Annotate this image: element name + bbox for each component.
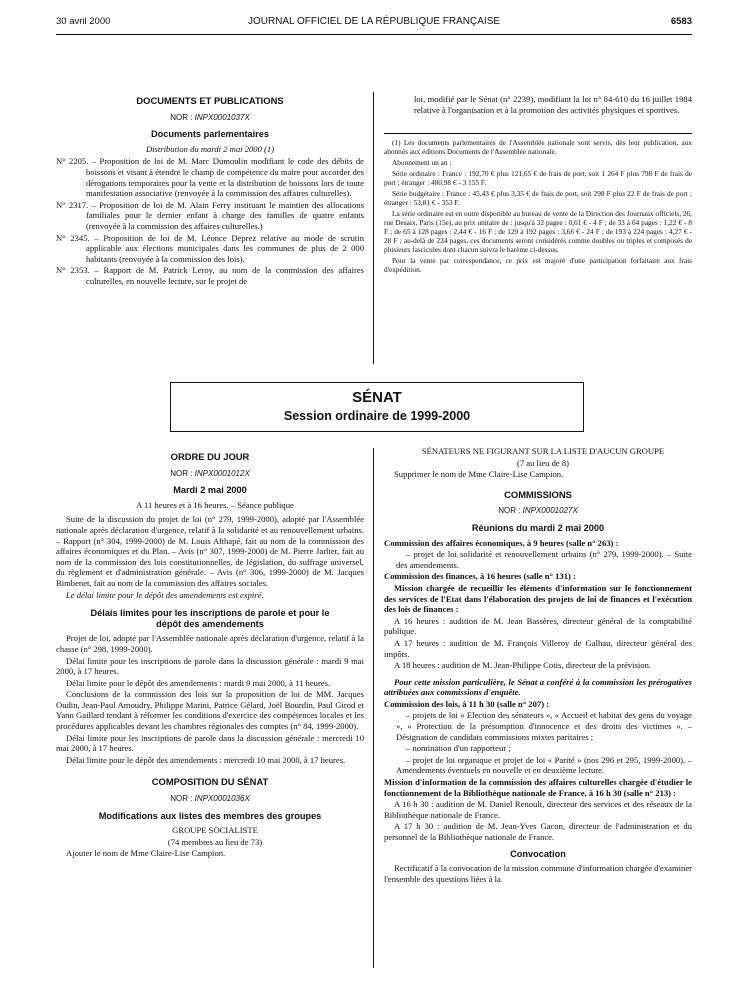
delais-paragraph: Délai limite pour le dépôt des amendements : mardi 9 mai 2000, à 11 heures. <box>66 677 331 688</box>
ordre-column <box>56 452 364 860</box>
column-divider-bottom <box>373 448 374 968</box>
commission-eco-item: – projet de loi solidarité et renouvellement urbains (n° 279, 1999-2000). – Suite des amendements. <box>396 549 692 570</box>
document-item: N° 2353. – Rapport de M. Patrick Leroy, au nom de la commission des affaires culturelles, en nouvelle lecture, sur le projet de <box>56 265 364 286</box>
ordre-date: Mardi 2 mai 2000 <box>173 485 247 496</box>
footnote: Abonnement un an : <box>392 158 452 168</box>
non-inscrits-action: Supprimer le nom de Mme Claire-Lise Campion. <box>394 469 564 480</box>
column-divider-top <box>373 92 374 364</box>
audition: A 17 heures : audition de M. François Villeroy de Galhau, directeur général des impôts. <box>384 637 692 659</box>
footnote: (1) Les documents parlementaires de l'Assemblée nationale sont servis, dès leur publication, aux abonnés aux éditions Documents de l'Assemblée nationale. <box>384 138 692 157</box>
commission-lois-item: – projets de loi « Election des sénateurs », « Accueil et habitat des gens du voyage », « Protection de la présomption d'innocence et des droits des victimes ». – Désignation de candidats commissions mixtes paritaires ; <box>396 710 692 742</box>
document-item: N° 2205. – Proposition de loi de M. Marc Dumoulin modifiant le code des débits de boissons et visant à étendre le champ de compétence du maire pour accorder des dérogations temporaires pour la vente et la distribution de boissons lors de toute manifestation associative (renvoyée à la commission des affaires culturelles). <box>56 156 364 199</box>
commission-lois-item: – nomination d'un rapporteur ; <box>406 743 511 754</box>
commissions-subtitle: Réunions du mardi 2 mai 2000 <box>471 522 605 533</box>
convocation-text: Rectificatif à la convocation de la mission commune d'information chargée d'examiner l'ensemble des questions liées à la <box>384 863 692 884</box>
delais-paragraph: Délai limite pour les inscriptions de parole dans la discussion générale : mercredi 10 mai 2000, à 17 heures. <box>56 732 364 754</box>
document-item: N° 2345. – Proposition de loi de M. Léonce Deprez relative au mode de scrutin applicable aux élections municipales dans les communes de plus de 2 000 habitants (renvoyée à la commission des lois). <box>56 232 364 264</box>
commission-eco: Commission des affaires économiques, à 9 heures (salle n° 263) : <box>384 537 619 548</box>
composition-subtitle: Modifications aux listes des membres des groupes <box>98 810 322 821</box>
ordre-note: Le délai limite pour le dépôt des amendements est expiré. <box>66 589 264 600</box>
non-inscrits-title: SÉNATEURS NE FIGURANT SUR LA LISTE D'AUCUN GROUPE <box>421 446 665 456</box>
non-inscrits-count: (7 au lieu de 8) <box>516 457 570 468</box>
documents-subtitle: Documents parlementaires <box>151 129 269 140</box>
header-date: 30 avril 2000 <box>56 16 111 27</box>
group-members: (74 membres au lieu de 73) <box>167 836 263 847</box>
commission-finances: Commission des finances, à 16 heures (salle n° 131) : <box>384 571 576 582</box>
commissions-column <box>384 446 692 885</box>
delais-paragraph: Délai limite pour le dépôt des amendements : mercredi 10 mai 2000, à 17 heures. <box>66 754 346 765</box>
documents-title: DOCUMENTS ET PUBLICATIONS <box>136 95 284 106</box>
documents-distribution: Distribution du mardi 2 mai 2000 (1) <box>145 143 275 154</box>
delais-title: Délais limites pour les inscriptions de parole et pour le dépôt des amendements <box>90 608 330 629</box>
footnotes <box>384 138 692 274</box>
commission-lois: Commission des lois, à 11 h 30 (salle n° 207) : <box>384 698 550 709</box>
document-continuation: loi, modifié par le Sénat (n° 2239), modifiant la loi n° 84-610 du 16 juillet 1984 relative à l'organisation et à la promotion des activités physiques et sportives. <box>414 94 692 115</box>
group-name: GROUPE SOCIALISTE <box>172 825 258 836</box>
delais-paragraph: Conclusions de la commission des lois sur la proposition de loi de MM. Jacques Oudin, Jean-Paul Amoudry, Philippe Marini, Patrice Gélard, Joël Bourdin, Paul Girod et Yann Gaillard tendant à réformer les conditions d'exercice des compétences locales et les procédures applicables devant les chambres régionales des comptes (n° 84, 1999-2000). <box>56 689 364 732</box>
audition: A 16 h 30 : audition de M. Daniel Renoult, directeur des services et des réseaux de la Bibliothèque nationale de France. <box>384 799 692 820</box>
group-action: Ajouter le nom de Mme Claire-Lise Campion. <box>66 848 226 859</box>
commission-lois-item: – projet de loi organique et projet de loi « Parité » (nos 296 et 295, 1999-2000). – Amendements éventuels en nouvelle et en deuxième lecture. <box>396 754 692 776</box>
footnote: Série ordinaire : France : 192,70 € plus 121,65 € de frais de port, soit 1 264 F plus 798 F de frais de port ; étranger : 480,98 € - 3 155 F. <box>384 169 692 188</box>
delais-paragraph: Projet de loi, adopté par l'Assemblée nationale après déclaration d'urgence, relatif à la chasse (n° 298, 1999-2000). <box>56 633 364 654</box>
commissions-title: COMMISSIONS <box>504 488 572 500</box>
footnote: Série budgétaire : France : 45,43 € plus 3,35 € de frais de port, soit 298 F plus 22 F de frais de port ; étranger : 53,81 € - 353 F. <box>384 189 692 208</box>
composition-title: COMPOSITION DU SÉNAT <box>151 776 269 788</box>
header-title: JOURNAL OFFICIEL DE LA RÉPUBLIQUE FRANÇAISE <box>247 16 501 27</box>
document-item: N° 2317. – Proposition de loi de M. Alain Ferry instituant le maintien des allocations familiales pour le dernier enfant à charge des familles de quatre enfants (renvoyée à la commission des affaires culturelles.) <box>56 199 364 231</box>
page-header <box>56 14 692 30</box>
footnote: La série ordinaire est en outre disponible au bureau de vente de la Direction des Journaux officiels, 26, rue Desaix, Paris (15e), au prix unitaire de : jusqu'à 32 pages : 0,61 € - 4 F ; de 33 à 64 pages : 1,22 € - 8 F ; de 65 à 128 pages : 2,44 € - 16 F ; de 129 à 192 pages : 3,66 € - 24 F ; de 193 à 224 pages : 4,27 € - 28 F ; au-delà de 224 pages, ces documents seront considérés comme doubles ou triples et composés de plusieurs fascicules dont chacun suivra le barème ci-dessus. <box>384 209 692 255</box>
commissions-nor: NOR : INPX0001027X <box>498 506 578 516</box>
ordre-seance: A 11 heures et à 16 heures. – Séance publique <box>136 499 294 510</box>
audition: A 16 heures : audition de M. Jean Bassères, directeur général de la comptabilité publique. <box>384 615 692 637</box>
audition: A 17 h 30 : audition de M. Jean-Yves Gacon, directeur de l'administration et du personnel de la Bibliothèque nationale de France. <box>384 821 692 842</box>
ordre-title: ORDRE DU JOUR <box>170 451 250 462</box>
mission-note: Pour cette mission particulière, le Sénat a conféré à la commission les prérogatives attribuées aux commissions d'enquête. <box>384 676 692 698</box>
mission-bnf: Mission d'information de la commission des affaires culturelles chargée d'étudier le fonctionnement de la Bibliothèque nationale de France, à 16 h 30 (salle n° 213) : <box>384 777 692 798</box>
delais-paragraph: Délai limite pour les inscriptions de parole dans la discussion générale : mardi 9 mai 2000, à 17 heures. <box>56 655 364 677</box>
ordre-nor: NOR : INPX0001012X <box>170 468 250 478</box>
audition: A 18 heures : audition de M. Jean-Philippe Cotis, directeur de la prévision. <box>394 660 652 671</box>
footnote: Pour la vente par correspondance, ce prix est majoré d'une participation forfaitaire aux frais d'expédition. <box>384 256 692 275</box>
senat-session: Session ordinaire de 1999-2000 <box>283 409 471 423</box>
documents-nor: NOR : INPX0001037X <box>170 112 250 122</box>
documents-column <box>56 96 364 288</box>
senat-banner <box>170 382 584 432</box>
documents-continuation-column <box>384 94 692 276</box>
senat-title: SÉNAT <box>352 389 402 406</box>
mission-finances: Mission chargée de recueillir les éléments d'information sur le fonctionnement des services de l'Etat dans l'élaboration des projets de loi de finances et l'exécution des lois de finances : <box>384 582 692 615</box>
composition-nor: NOR : INPX0001036X <box>170 794 250 804</box>
header-rule <box>56 34 692 35</box>
header-page-number: 6583 <box>670 16 692 27</box>
footnote-rule <box>384 133 692 134</box>
ordre-body: Suite de la discussion du projet de loi (n° 279, 1999-2000), adopté par l'Assemblée nationale après déclaration d'urgence, relatif à la solidarité et au renouvellement urbains. – Rapport (n° 304, 1999-2000) de M. Louis Althapé, fait au nom de la commission des affaires économiques et du Plan. – Avis (n° 307, 1999-2000) de M. Pierre Jarlier, fait au nom de la commission des lois constitutionnelles, de législation, du suffrage universel, du règlement et d'administration générale. – Avis (n° 306, 1999-2000) de M. Jacques Bimbenet, fait au nom de la commission des affaires sociales. <box>56 514 364 588</box>
convocation-title: Convocation <box>510 848 566 859</box>
